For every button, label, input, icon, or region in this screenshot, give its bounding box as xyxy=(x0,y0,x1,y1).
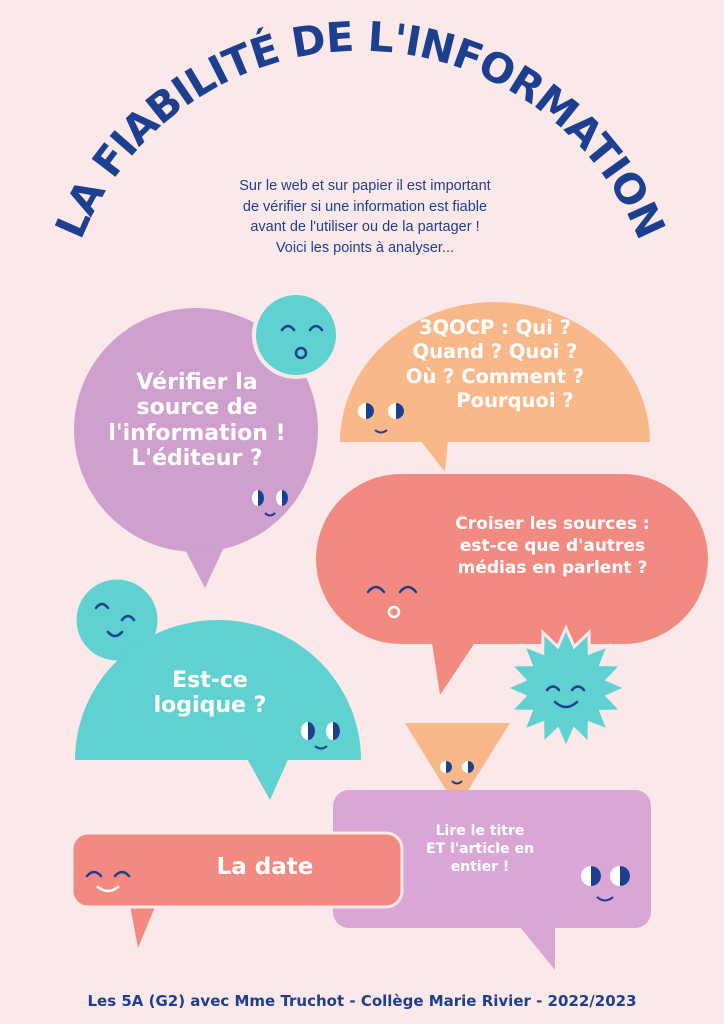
intro-text xyxy=(150,176,580,258)
text-line: entier ! xyxy=(450,859,510,876)
face-teal-circle-top xyxy=(254,293,338,377)
text-line: Est-ce xyxy=(172,668,248,693)
text-line: source de xyxy=(136,395,258,421)
text-line: L'éditeur ? xyxy=(131,445,263,471)
text-line: 3QOCP : Qui ? xyxy=(419,316,571,339)
bubble-date-text: La date xyxy=(216,854,314,880)
text-line: est-ce que d'autres xyxy=(459,536,646,557)
intro-line: de vérifier si une information est fiable xyxy=(242,198,488,215)
text-line: Lire le titre xyxy=(435,823,525,839)
poster-title: LA FIABILITÉ DE L'INFORMATION xyxy=(45,12,675,245)
bubble-questions-text xyxy=(370,316,620,414)
text-line: Où ? Comment ? xyxy=(405,364,585,388)
bubble-croiser xyxy=(316,474,708,695)
text-line: logique ? xyxy=(153,693,267,719)
text-line: l'information ! xyxy=(108,420,286,446)
text-line: Quand ? Quoi ? xyxy=(412,340,578,364)
text-line: Croiser les sources : xyxy=(455,514,650,534)
face-teal-spiky xyxy=(506,628,626,748)
bubble-logique-text xyxy=(130,668,290,719)
bubble-croiser-text xyxy=(410,513,695,579)
bubble-source-text xyxy=(82,370,312,471)
footer-credits: Les 5A (G2) avec Mme Truchot - Collège Marie Rivier - 2022/2023 xyxy=(87,992,637,1010)
text-line: médias en parlent ? xyxy=(457,558,648,579)
intro-line: avant de l'utiliser ou de la partager ! xyxy=(250,219,480,236)
text-line: Vérifier la xyxy=(136,370,258,395)
text-line: ET l'article en xyxy=(426,841,534,858)
intro-line: Voici les points à analyser... xyxy=(275,239,455,256)
text-line: Pourquoi ? xyxy=(456,389,574,413)
bubble-titre-text xyxy=(405,822,555,877)
intro-line: Sur le web et sur papier il est important xyxy=(239,178,491,194)
bubble-date xyxy=(72,833,402,948)
